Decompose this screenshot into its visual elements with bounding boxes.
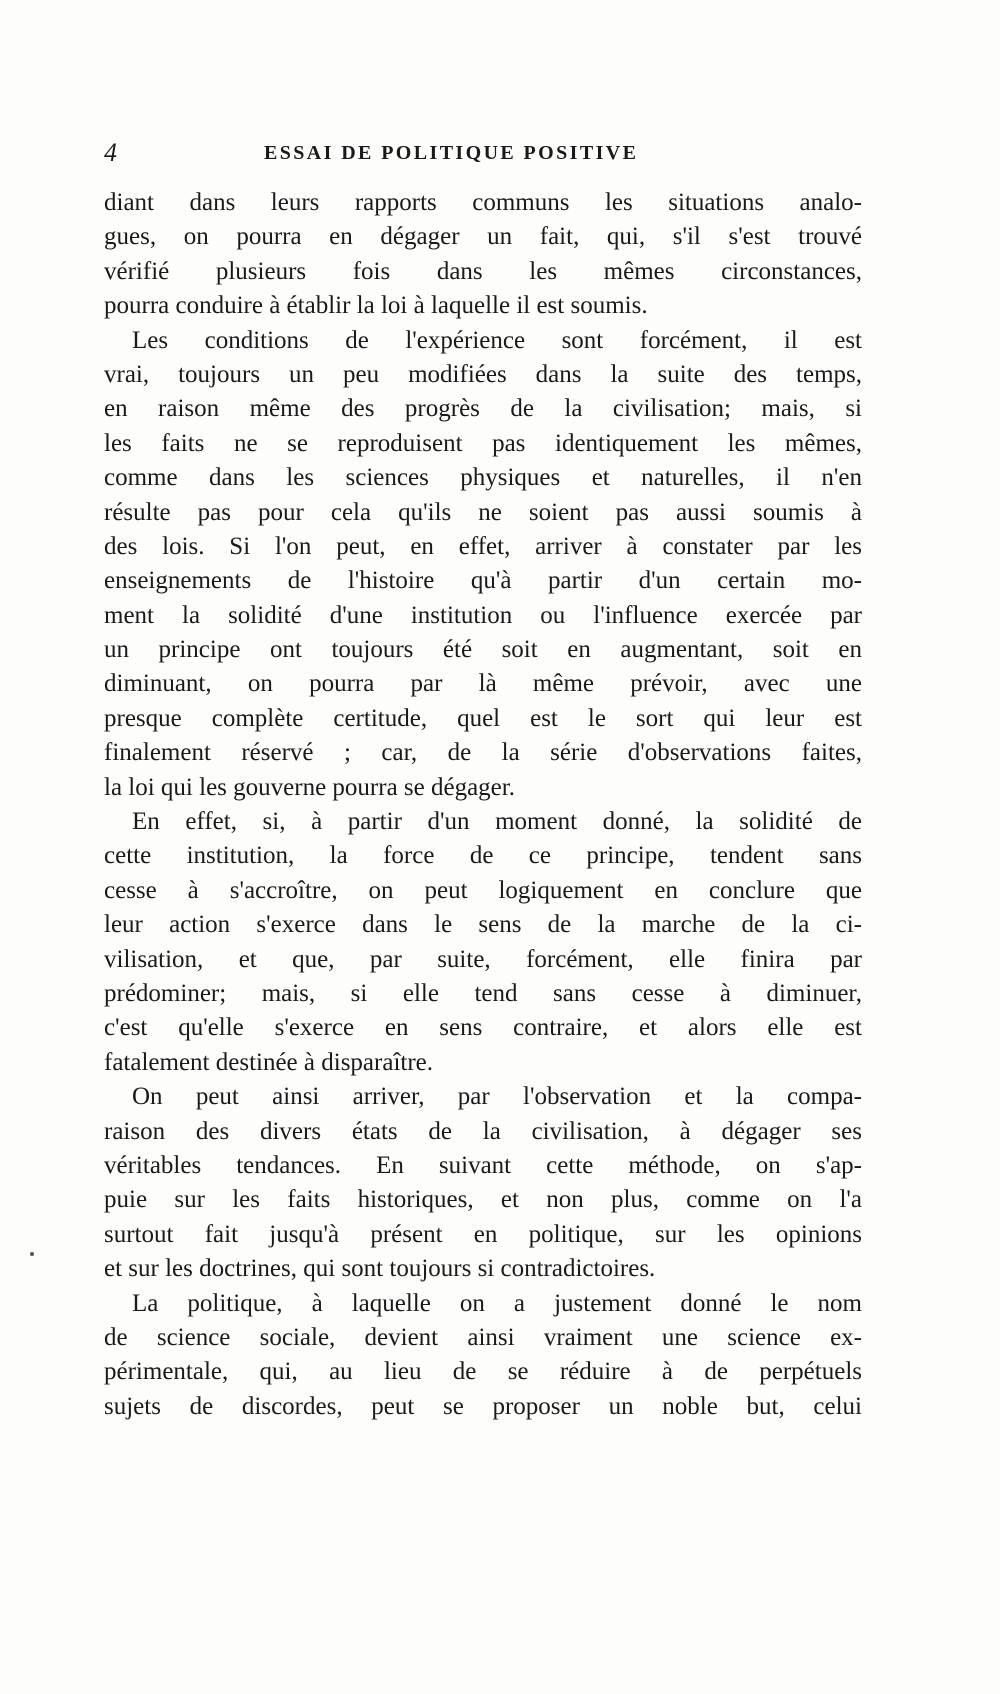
text-line: puie sur les faits historiques, et non plus, comme on l'a [104,1186,862,1214]
text-line: diant dans leurs rapports communs les situations analo- [104,189,862,216]
text-line: fatalement destinée à disparaître. [104,1048,434,1076]
text-line: vrai, toujours un peu modifiées dans la suite des temps, [104,360,862,388]
text-line: raison des divers états de la civilisation, à dégager ses [104,1117,862,1145]
text-line: en raison même des progrès de la civilisation; mais, si [104,395,862,423]
paragraph-first-line: En effet, si, à partir d'un moment donné, la solidité de [132,808,862,836]
running-title: ESSAI DE POLITIQUE POSITIVE [264,142,639,164]
text-line: diminuant, on pourra par là même prévoir, avec une [104,670,862,698]
text-line: enseignements de l'histoire qu'à partir d'un certain mo- [104,567,862,595]
text-line: presque complète certitude, quel est le sort qui leur est [104,704,862,732]
text-line: c'est qu'elle s'exerce en sens contraire, et alors elle est [104,1014,862,1042]
text-line: et sur les doctrines, qui sont toujours si contradictoires. [104,1255,656,1283]
text-line: cesse à s'accroître, on peut logiquement en conclure que [104,876,862,904]
text-line: comme dans les sciences physiques et naturelles, il n'en [104,464,862,492]
text-line: finalement réservé ; car, de la série d'observations faites, [104,739,862,767]
text-line: résulte pas pour cela qu'ils ne soient pas aussi soumis à [104,498,862,526]
paragraph-first-line: On peut ainsi arriver, par l'observation et la compa- [132,1083,862,1111]
text-line: des lois. Si l'on peut, en effet, arriver à constater par les [104,532,862,560]
body-text [104,186,862,1424]
text-line: périmentale, qui, au lieu de se réduire à de perpétuels [104,1358,862,1386]
text-line: véritables tendances. En suivant cette méthode, on s'ap- [104,1151,862,1179]
ink-speck [30,1252,34,1256]
text-line: un principe ont toujours été soit en augmentant, soit en [104,636,862,664]
text-line: vilisation, et que, par suite, forcément, elle finira par [104,945,862,973]
paragraph-first-line: La politique, à laquelle on a justement donné le nom [132,1289,862,1317]
text-line: surtout fait jusqu'à présent en politique, sur les opinions [104,1220,862,1248]
text-line: les faits ne se reproduisent pas identiquement les mêmes, [104,429,862,457]
text-line: gues, on pourra en dégager un fait, qui, s'il s'est trouvé [104,223,862,251]
page-number: 4 [104,138,117,167]
paragraph-first-line: Les conditions de l'expérience sont forcément, il est [132,326,862,354]
text-line: la loi qui les gouverne pourra se dégager. [104,773,515,801]
text-line: ment la solidité d'une institution ou l'influence exercée par [104,601,862,629]
text-line: vérifié plusieurs fois dans les mêmes circonstances, [104,257,862,285]
text-line: de science sociale, devient ainsi vraiment une science ex- [104,1323,862,1351]
text-line: cette institution, la force de ce principe, tendent sans [104,842,862,870]
text-line: sujets de discordes, peut se proposer un noble but, celui [104,1392,862,1420]
running-header [104,138,864,168]
text-line: prédominer; mais, si elle tend sans cesse à diminuer, [104,979,862,1007]
text-line: pourra conduire à établir la loi à laquelle il est soumis. [104,292,648,320]
text-line: leur action s'exerce dans le sens de la marche de la ci- [104,911,862,939]
